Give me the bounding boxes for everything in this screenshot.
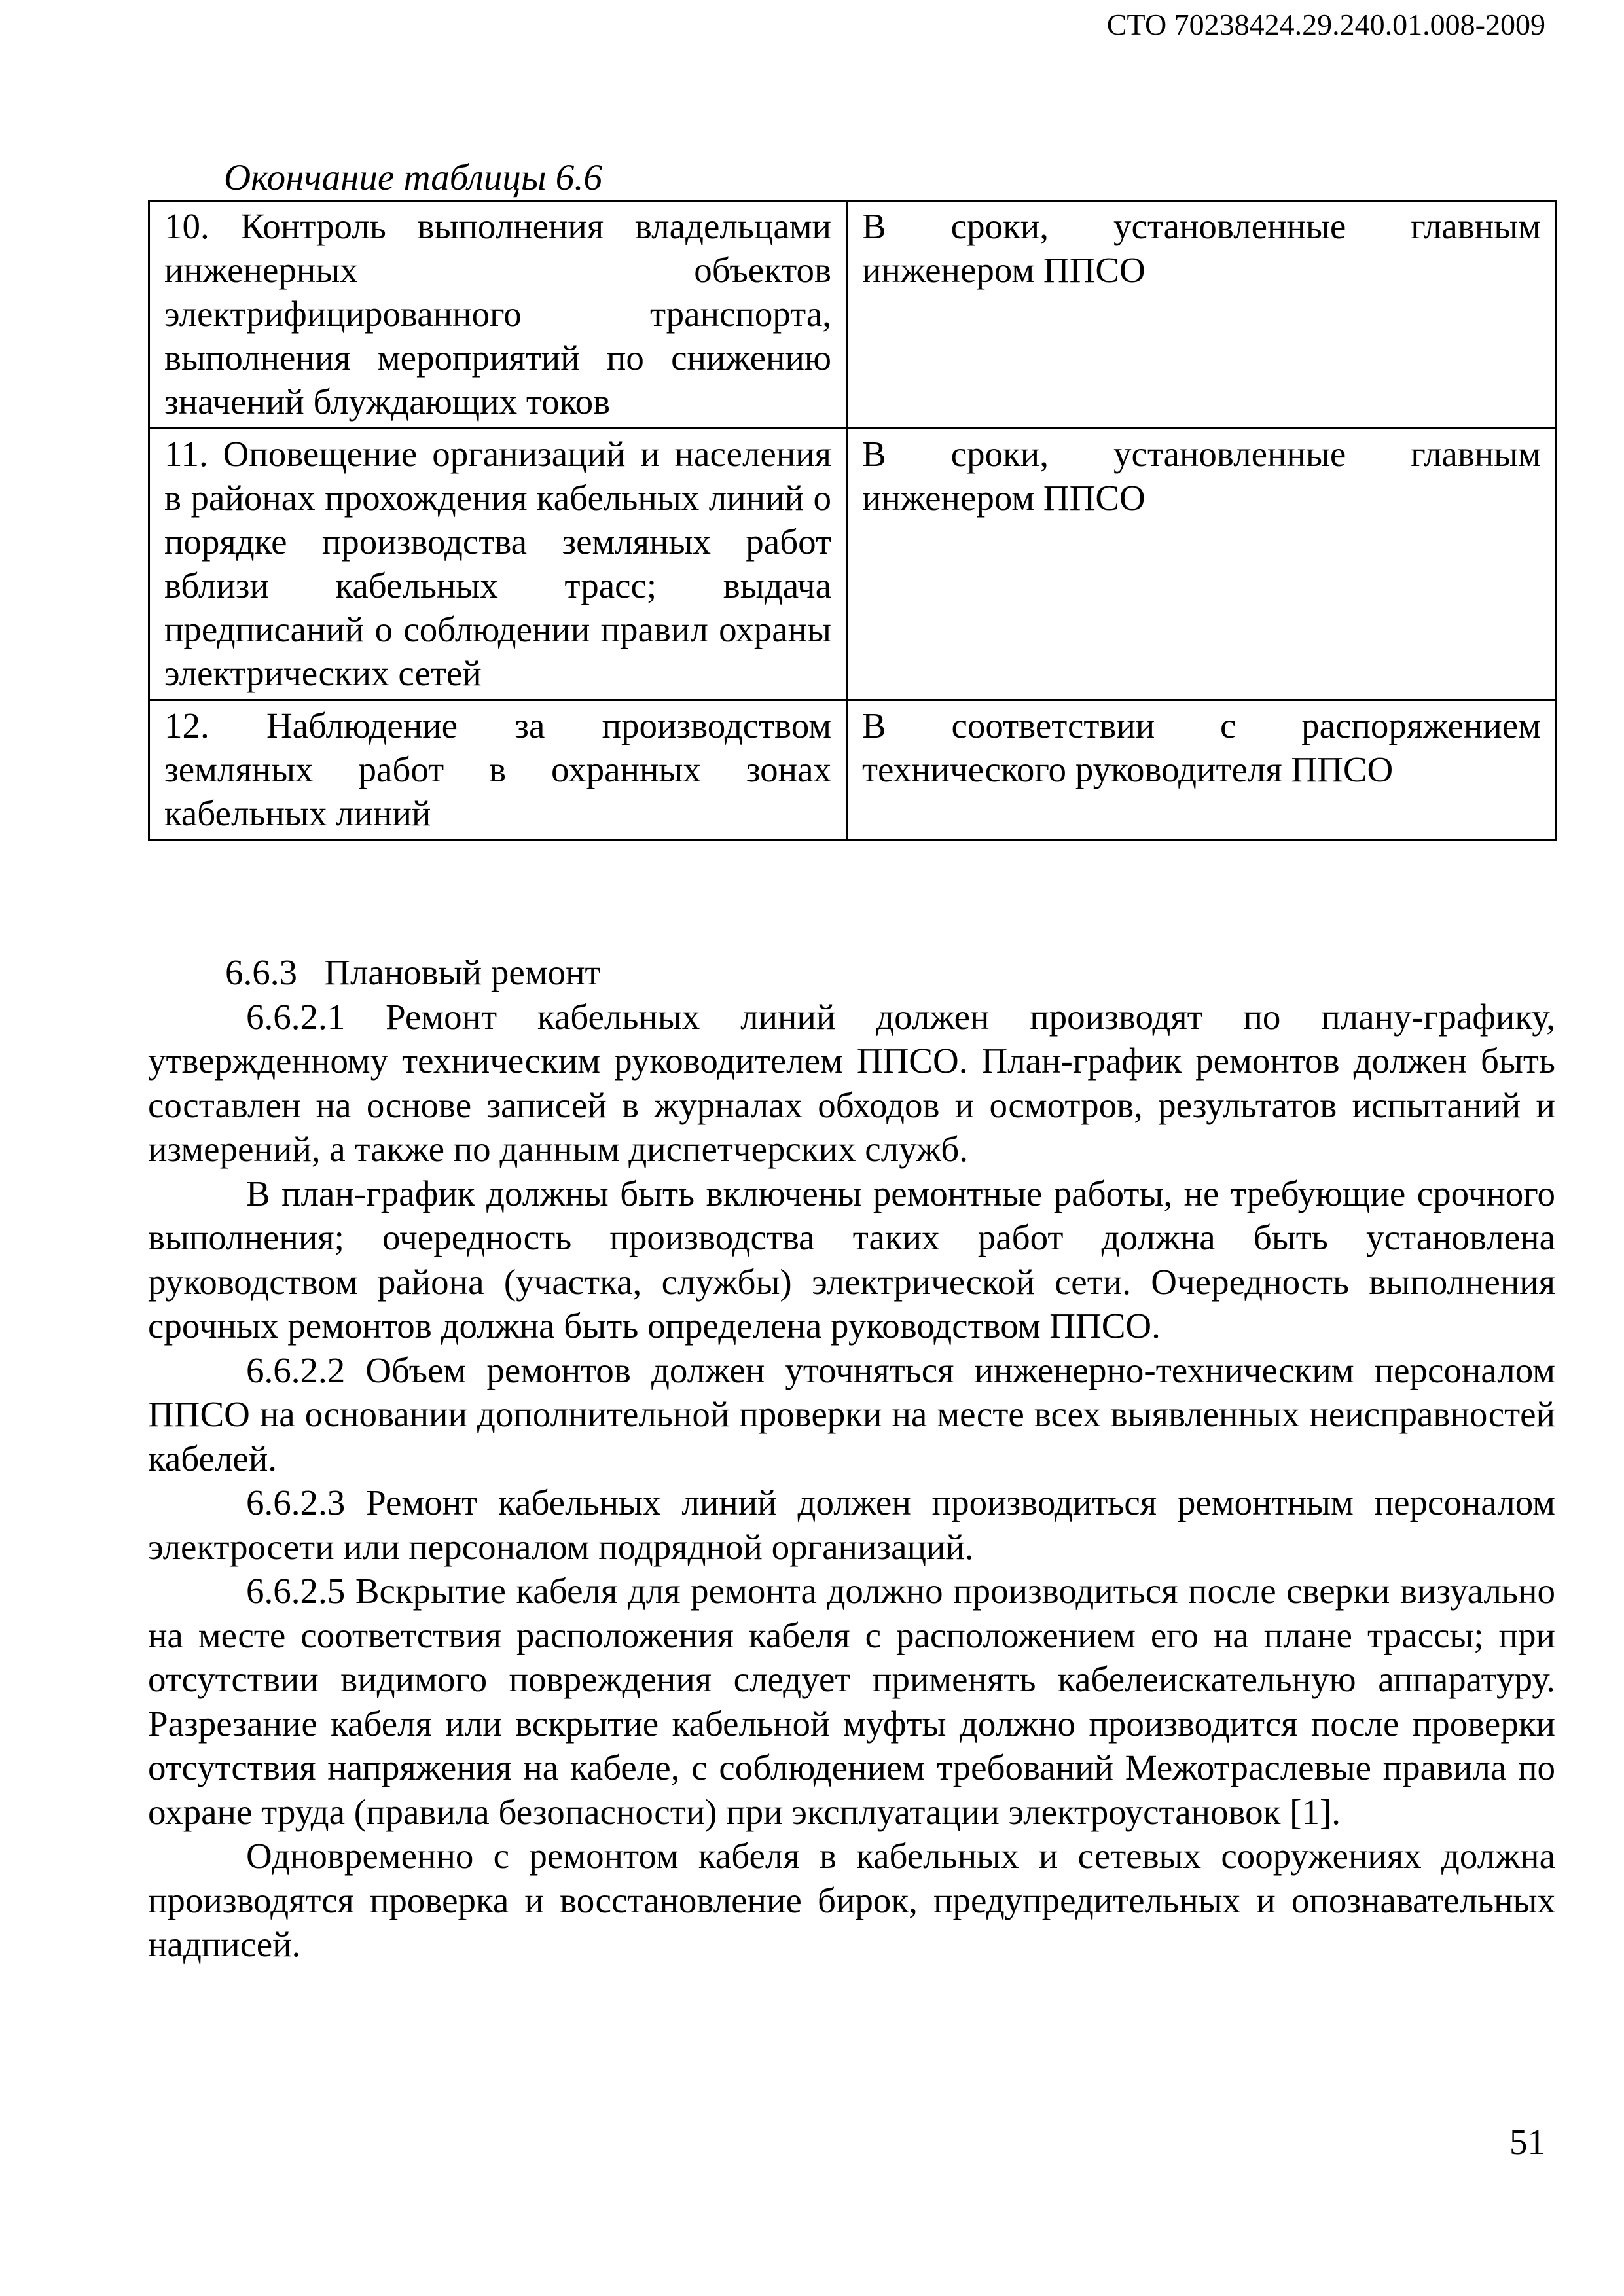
section-heading: 6.6.3 Плановый ремонт	[225, 952, 601, 992]
task-cell: 11. Оповещение организаций и населения в районах прохождения кабельных линий о порядке производства земляных работ вблизи кабельных трасс; выдача предписаний о соблюдении правил охраны электрических сетей	[149, 429, 847, 700]
task-cell: 12. Наблюдение за производством земляных работ в охранных зонах кабельных линий	[149, 700, 847, 840]
document-code-header: СТО 70238424.29.240.01.008-2009	[1106, 8, 1545, 41]
paragraph: Одновременно с ремонтом кабеля в кабельных и сетевых сооружениях должна производятся проверка и восстановление бирок, предупредительных и опознавательных надписей.	[148, 1836, 1555, 1964]
deadline-cell: В соответствии с распоряжением технического руководителя ППСО	[847, 700, 1557, 840]
paragraph: В план-график должны быть включены ремонтные работы, не требующие срочного выполнения; очередность производства таких работ должна быть установлена руководством района (участка, службы) электрической сети. Очередность выполнения срочных ремонтов должна быть определена руководством ППСО.	[148, 1173, 1555, 1346]
task-cell: 10. Контроль выполнения владельцами инженерных объектов электрифицированного транспорта, выполнения мероприятий по снижению значений блуждающих токов	[149, 201, 847, 429]
paragraph: 6.6.2.1 Ремонт кабельных линий должен производят по плану-графику, утвержденному техническим руководителем ППСО. План-график ремонтов должен быть составлен на основе записей в журналах обходов и осмотров, результатов испытаний и измерений, а также по данным диспетчерских служб.	[148, 996, 1555, 1169]
table-row	[149, 429, 1557, 700]
paragraph: 6.6.2.5 Вскрытие кабеля для ремонта должно производиться после сверки визуально на месте соответствия расположения кабеля с расположением его на плане трассы; при отсутствии видимого повреждения следует применять кабелеискательную аппаратуру. Разрезание кабеля или вскрытие кабельной муфты должно производится после проверки отсутствия напряжения на кабеле, с соблюдением требований Межотраслевые правила по охране труда (правила безопасности) при эксплуатации электроустановок [1].	[148, 1571, 1555, 1832]
section-body	[148, 950, 1555, 1967]
table-row	[149, 201, 1557, 429]
paragraph: 6.6.2.3 Ремонт кабельных линий должен производиться ремонтным персоналом электросети или персоналом подрядной организаций.	[148, 1482, 1555, 1567]
deadline-cell: В сроки, установленные главным инженером ППСО	[847, 429, 1557, 700]
deadline-cell: В сроки, установленные главным инженером ППСО	[847, 201, 1557, 429]
page-number: 51	[1509, 2122, 1545, 2162]
table-caption: Окончание таблицы 6.6	[224, 157, 603, 198]
paragraph: 6.6.2.2 Объем ремонтов должен уточняться инженерно-техническим персоналом ППСО на основании дополнительной проверки на месте всех выявленных неисправностей кабелей.	[148, 1350, 1555, 1479]
table-row	[149, 700, 1557, 840]
work-schedule-table	[148, 200, 1557, 841]
